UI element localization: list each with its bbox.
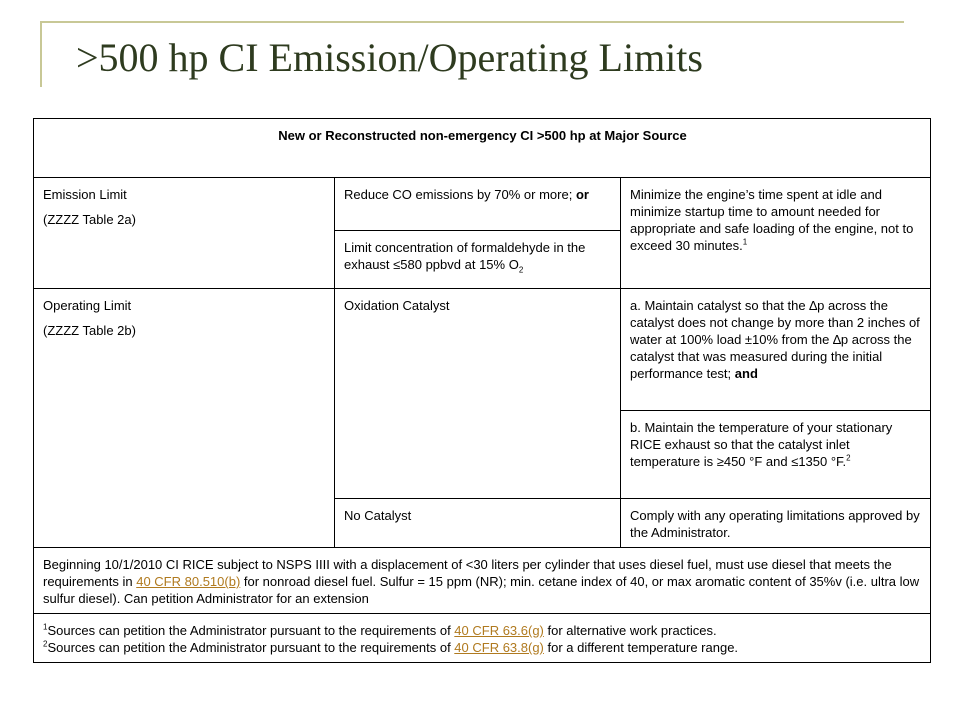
footnote-ref-2: 2 [846, 453, 851, 463]
cfr-80-510b-link[interactable]: 40 CFR 80.510(b) [136, 574, 241, 589]
operating-limit-cell [34, 289, 335, 548]
emission-limit-label: Emission Limit [43, 187, 127, 202]
table-header-row [34, 119, 931, 178]
no-catalyst-label: No Catalyst [335, 499, 621, 548]
footnote-1-before: Sources can petition the Administrator pursuant to the requirements of [47, 623, 455, 638]
emission-option-formaldehyde [335, 231, 621, 289]
fuel-note-before: Beginning 10/1/2010 CI RICE subject to NSPS IIII with a displacement of <30 liters per cylinder that uses diesel fuel, must use diesel that meets the requirements in [43, 557, 892, 589]
operating-row-1 [34, 289, 931, 411]
no-catalyst-requirement: Comply with any operating limitations approved by the Administrator. [621, 499, 931, 548]
footnote-2-number: 2 [43, 639, 48, 649]
footnote-1 [43, 622, 922, 639]
footnote-1-after: for alternative work practices. [543, 623, 717, 638]
emission-option-co [335, 178, 621, 231]
emission-limit-source: (ZZZZ Table 2a) [43, 212, 136, 227]
catalyst-requirement-b-text: b. Maintain the temperature of your stationary RICE exhaust so that the catalyst inlet temperature is ≥450 °F and ≤1350 °F. [630, 420, 893, 469]
emission-option-or: or [575, 187, 589, 202]
emission-requirement [621, 178, 931, 289]
footnote-2 [43, 639, 922, 656]
footnote-2-before: Sources can petition the Administrator pursuant to the requirements of [47, 640, 455, 655]
operating-limit-label: Operating Limit [43, 298, 132, 313]
catalyst-requirement-a-text: a. Maintain catalyst so that the ∆p across the catalyst does not change by more than 2 inches of water at 100% load ±10% from the ∆p across the catalyst that was measured during the initial performance test; [630, 298, 920, 381]
limits-table [33, 118, 931, 663]
catalyst-requirement-a [621, 289, 931, 411]
emission-option-co-text: Reduce CO emissions by 70% or more; [344, 187, 576, 202]
footnotes-row [34, 614, 931, 663]
catalyst-requirement-and: and [734, 366, 758, 381]
footnotes [34, 614, 931, 663]
cfr-63-6g-link[interactable]: 40 CFR 63.6(g) [454, 623, 544, 638]
fuel-note-row [34, 548, 931, 614]
o2-subscript: 2 [518, 265, 524, 275]
footnote-1-number: 1 [43, 622, 48, 632]
page-title: >500 hp CI Emission/Operating Limits [76, 35, 703, 80]
footnote-2-after: for a different temperature range. [543, 640, 739, 655]
emission-option-formaldehyde-text: Limit concentration of formaldehyde in the exhaust ≤580 ppbvd at 15% O [344, 240, 586, 272]
fuel-note [34, 548, 931, 614]
cfr-63-8g-link[interactable]: 40 CFR 63.8(g) [454, 640, 544, 655]
title-rule-horizontal [40, 21, 904, 23]
catalyst-requirement-b [621, 411, 931, 499]
operating-limit-source: (ZZZZ Table 2b) [43, 323, 136, 338]
table-header: New or Reconstructed non-emergency CI >500 hp at Major Source [34, 119, 931, 178]
oxidation-catalyst-label: Oxidation Catalyst [335, 289, 621, 499]
footnote-ref-1: 1 [742, 237, 748, 247]
fuel-note-after: for nonroad diesel fuel. Sulfur = 15 ppm (NR); min. cetane index of 40, or max aromatic content of 35%v (i.e. ultra low sulfur diesel). Can petition Administrator for an extension [43, 574, 920, 606]
title-rule-vertical [40, 21, 42, 87]
emission-row-1 [34, 178, 931, 231]
emission-limit-cell [34, 178, 335, 289]
emission-requirement-text: Minimize the engine’s time spent at idle and minimize startup time to amount needed for appropriate and safe loading of the engine, not to exceed 30 minutes. [630, 187, 914, 253]
